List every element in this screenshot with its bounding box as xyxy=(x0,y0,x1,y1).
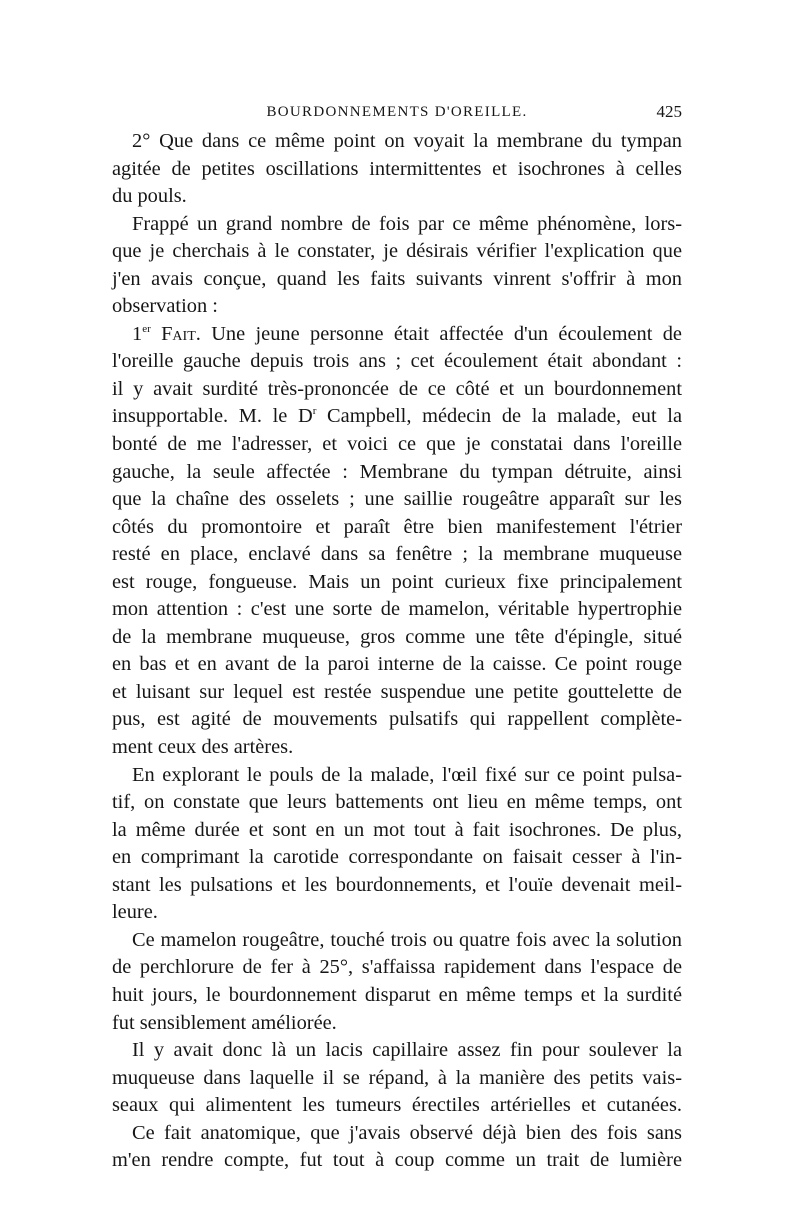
text-line: Ce fait anatomique, que j'avais observé déjà bien des fois sans xyxy=(132,1121,682,1144)
text-line: que la chaîne des osselets ; une saillie rougeâtre apparaît sur les xyxy=(112,488,682,511)
text-line: que je cherchais à le constater, je désirais vérifier l'explication que xyxy=(112,240,682,263)
paragraph-2 xyxy=(112,211,682,321)
page-number: 425 xyxy=(656,102,682,121)
text-line: mon attention : c'est une sorte de mamelon, véritable hypertrophie xyxy=(112,598,682,621)
case-label: Fait. xyxy=(161,322,201,345)
text-line: bonté de me l'adresser, et voici ce que je constatai dans l'oreille xyxy=(112,433,682,456)
text-line: j'en avais conçue, quand les faits suivants vinrent s'offrir à mon xyxy=(112,267,682,290)
text-line: leure. xyxy=(112,901,158,924)
text-line: resté en place, enclavé dans sa fenêtre ; la membrane muqueuse xyxy=(112,543,682,566)
body-text xyxy=(112,128,682,1175)
text-line: observation : xyxy=(112,295,218,318)
case-number-suffix: er xyxy=(142,323,151,336)
text-line: m'en rendre compte, fut tout à coup comme un trait de lumière xyxy=(112,1149,682,1172)
text-fragment: insupportable. M. le D xyxy=(112,405,313,428)
text-line: agitée de petites oscillations intermittentes et isochrones à celles xyxy=(112,157,682,180)
text-line: Il y avait donc là un lacis capillaire assez fin pour soulever la xyxy=(132,1039,682,1062)
paragraph-1 xyxy=(112,128,682,211)
text-line: pus, est agité de mouvements pulsatifs qui rappellent complète- xyxy=(112,708,682,731)
text-line: il y avait surdité très-prononcée de ce côté et un bourdonnement xyxy=(112,377,682,400)
case-number: 1 xyxy=(132,322,143,345)
text-line: muqueuse dans laquelle il se répand, à la manière des petits vais- xyxy=(112,1066,682,1089)
text-line: en bas et en avant de la paroi interne de la caisse. Ce point rouge xyxy=(112,653,682,676)
text-line: stant les pulsations et les bourdonnements, et l'ouïe devenait meil- xyxy=(112,873,682,896)
case-intro: Une jeune personne était affectée d'un écoulement de xyxy=(200,322,682,345)
running-title: BOURDONNEMENTS D'OREILLE. xyxy=(266,104,528,120)
paragraph-6 xyxy=(112,1037,682,1120)
paragraph-7 xyxy=(112,1120,682,1175)
text-line: fut sensiblement améliorée. xyxy=(112,1011,337,1034)
text-line: du pouls. xyxy=(112,185,187,208)
text-fragment: Campbell, médecin de la malade, eut la xyxy=(316,405,682,428)
text-line: 2° Que dans ce même point on voyait la membrane du tympan xyxy=(132,130,682,152)
text-line: est rouge, fongueuse. Mais un point curieux fixe principalement xyxy=(112,570,682,593)
text-line: de perchlorure de fer à 25°, s'affaissa rapidement dans l'espace de xyxy=(112,956,682,979)
text-line: ment ceux des artères. xyxy=(112,736,294,759)
text-line: En explorant le pouls de la malade, l'œil fixé sur ce point pulsa- xyxy=(132,763,682,786)
paragraph-3-case-report xyxy=(112,321,682,762)
text-line: de la membrane muqueuse, gros comme une tête d'épingle, situé xyxy=(112,625,682,648)
running-head xyxy=(112,100,682,124)
text-line: huit jours, le bourdonnement disparut en même temps et la surdité xyxy=(112,983,682,1006)
paragraph-5 xyxy=(112,927,682,1037)
text-line: l'oreille gauche depuis trois ans ; cet écoulement était abondant : xyxy=(112,350,682,373)
text-line: côtés du promontoire et paraît être bien manifestement l'étrier xyxy=(112,515,682,538)
text-line: seaux qui alimentent les tumeurs érectiles artérielles et cutanées. xyxy=(112,1094,682,1117)
text-line: Frappé un grand nombre de fois par ce même phénomène, lors- xyxy=(132,212,682,235)
text-line: tif, on constate que leurs battements ont lieu en même temps, ont xyxy=(112,791,682,814)
text-line: gauche, la seule affectée : Membrane du tympan détruite, ainsi xyxy=(112,460,682,483)
text-line: la même durée et sont en un mot tout à fait isochrones. De plus, xyxy=(112,818,682,841)
doctor-abbrev-suffix: r xyxy=(312,405,317,418)
text-line xyxy=(112,403,682,431)
text-line xyxy=(112,321,682,349)
text-line: et luisant sur lequel est restée suspendue une petite gouttelette de xyxy=(112,680,682,703)
paragraph-4 xyxy=(112,762,682,927)
text-line: Ce mamelon rougeâtre, touché trois ou quatre fois avec la solution xyxy=(132,928,682,951)
text-line: en comprimant la carotide correspondante on faisait cesser à l'in- xyxy=(112,846,682,869)
